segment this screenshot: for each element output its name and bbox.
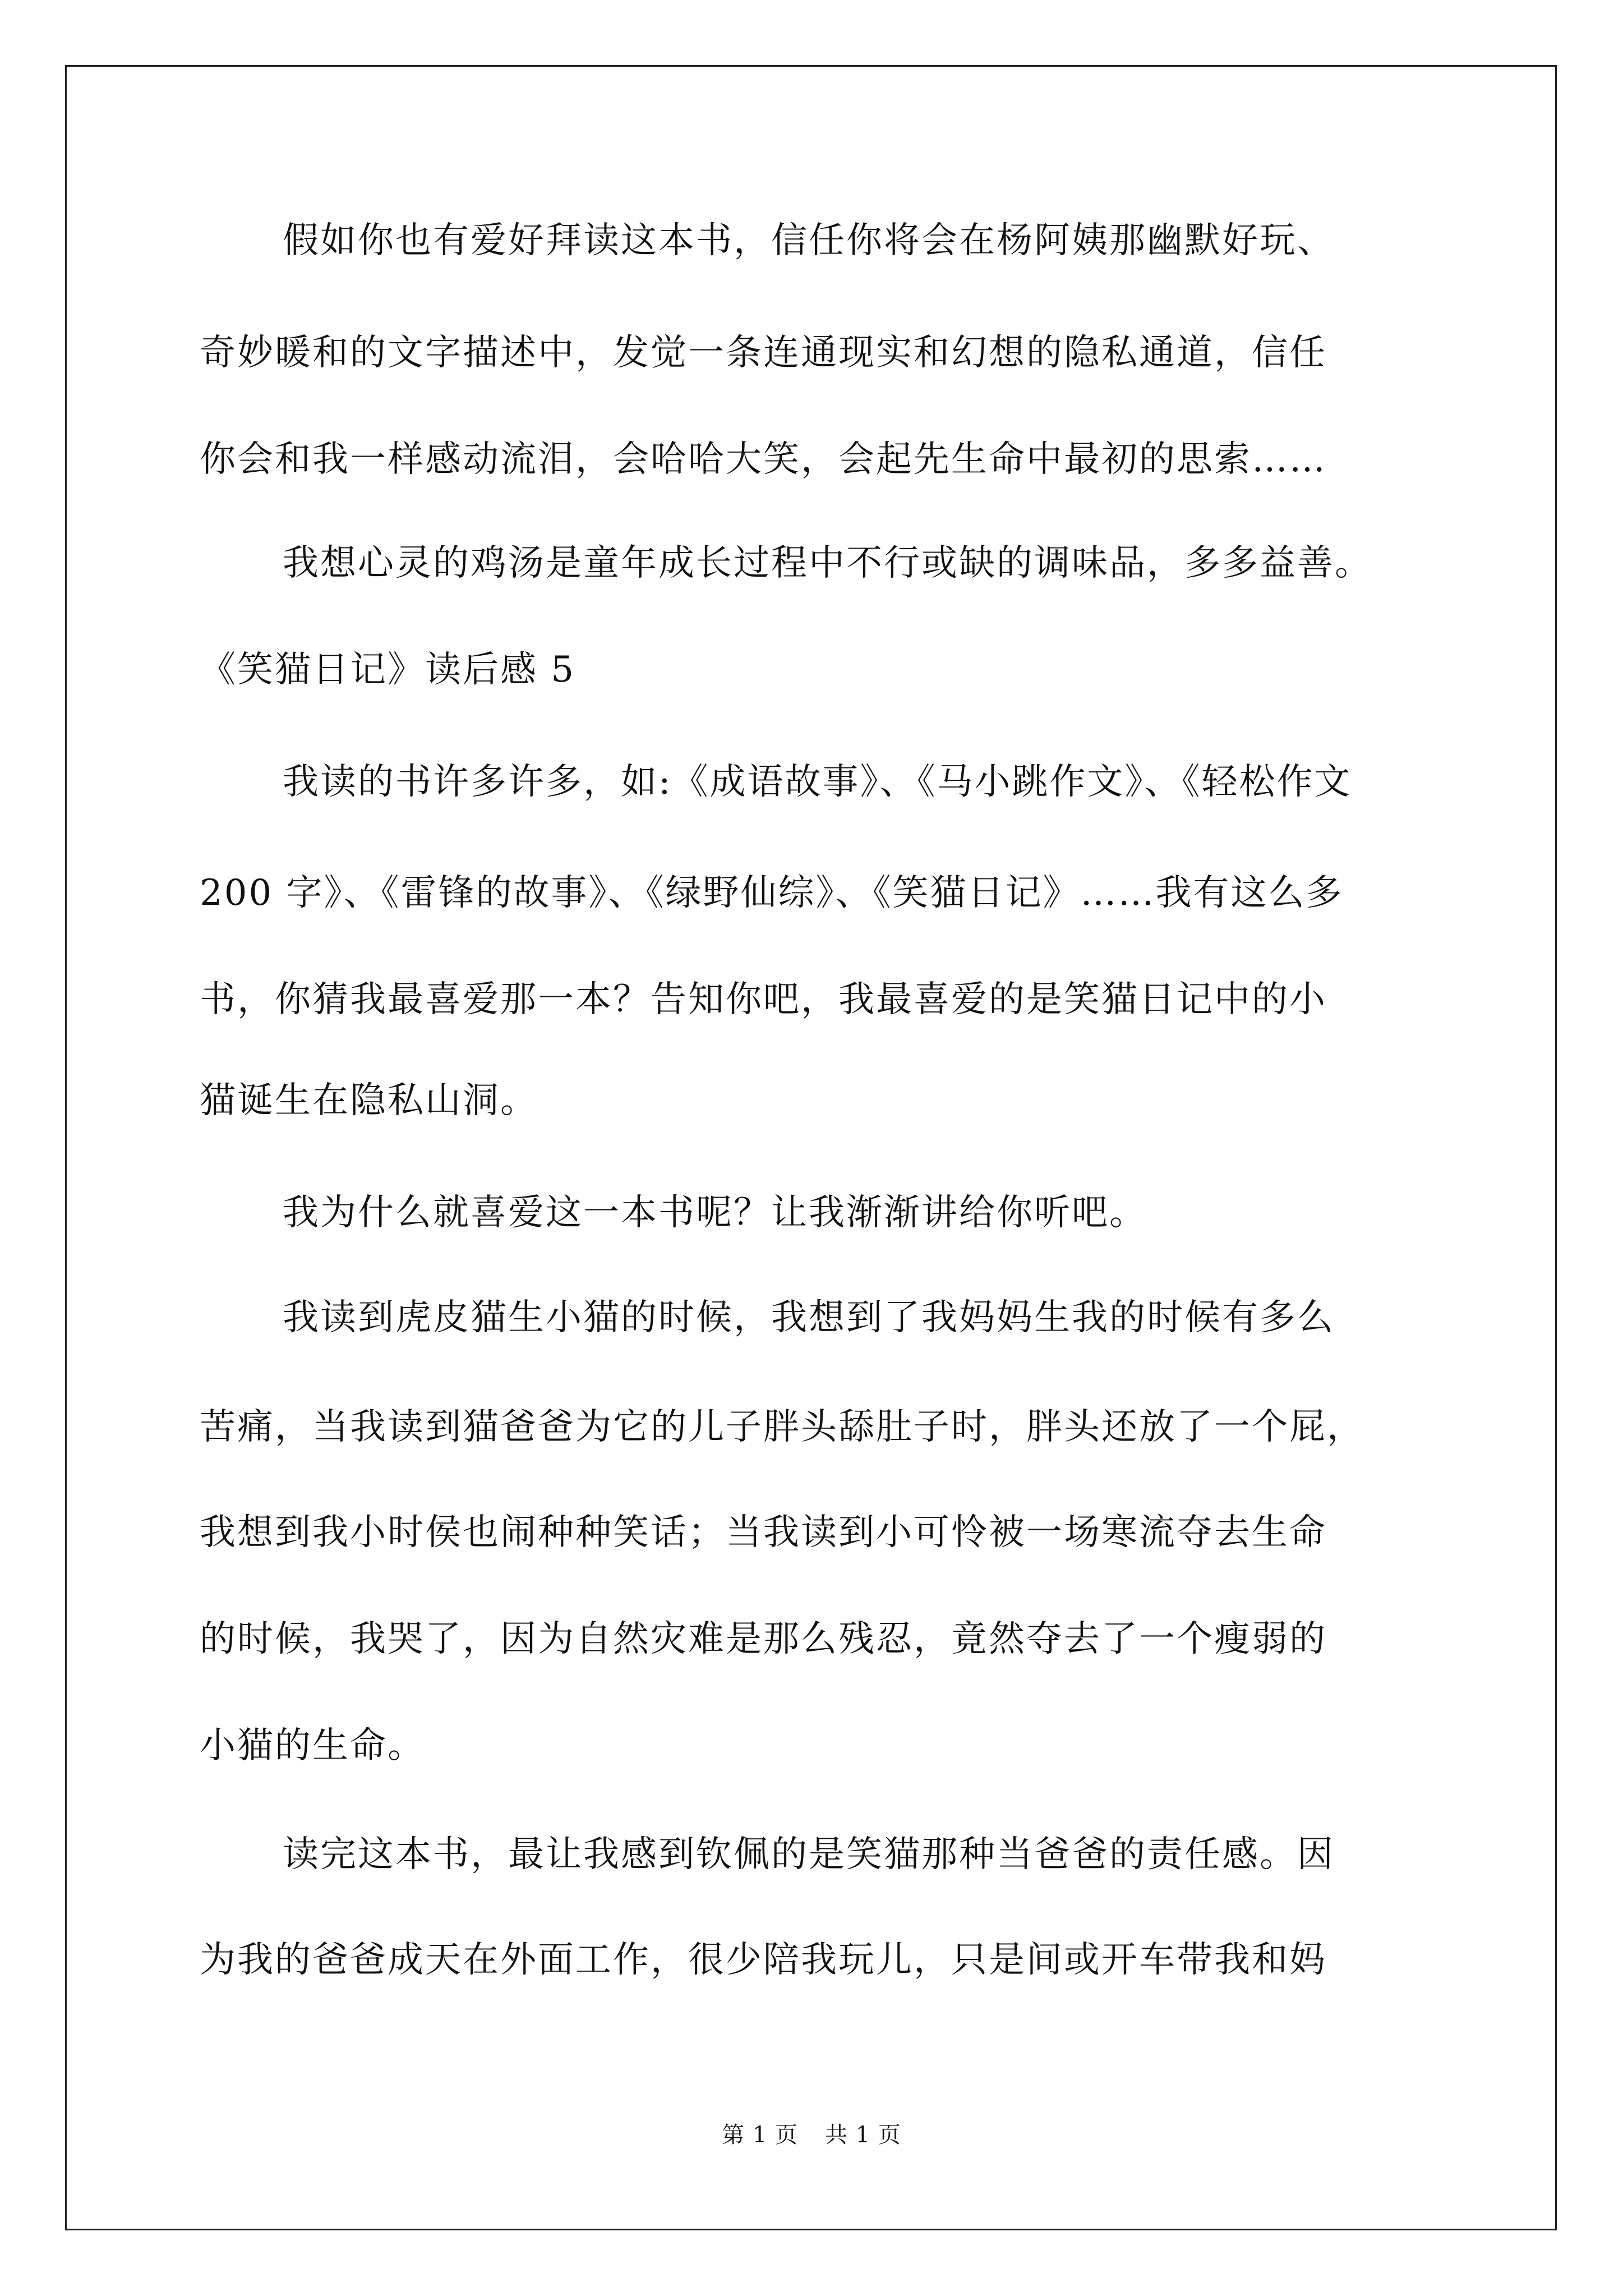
line-text: 我想心灵的鸡汤是童年成长过程中不行或缺的调味品，多多益善。: [283, 542, 1372, 584]
document-line: [200, 868, 1433, 918]
document-line: [200, 975, 1433, 1024]
page-border: [65, 65, 1557, 2230]
line-text: 你会和我一样感动流泪，会哈哈大笑，会起先生命中最初的思索……: [200, 439, 1327, 480]
line-text: 假如你也有爱好拜读这本书，信任你将会在杨阿姨那幽默好玩、: [283, 220, 1335, 261]
document-line: [200, 1076, 1433, 1125]
line-text: 猫诞生在隐私山洞。: [200, 1080, 538, 1121]
line-text: 我想到我小时侯也闹种种笑话；当我读到小可怜被一场寒流夺去生命: [200, 1512, 1327, 1553]
document-line: [200, 1830, 1433, 1879]
line-text: 我读的书许多许多，如:《成语故事》、《马小跳作文》、《轻松作文: [283, 761, 1352, 803]
line-text: 为我的爸爸成天在外面工作，很少陪我玩儿，只是间或开车带我和妈: [200, 1939, 1327, 1981]
document-line: [200, 435, 1433, 484]
line-text: 小猫的生命。: [200, 1725, 425, 1766]
page-total: 共 1 页: [825, 2122, 901, 2148]
document-line: [200, 216, 1433, 265]
document-line: [200, 1508, 1433, 1557]
page-footer: [0, 2119, 1623, 2151]
line-text: 读完这本书，最让我感到钦佩的是笑猫那种当爸爸的责任感。因: [283, 1834, 1335, 1875]
line-text: 苦痛，当我读到猫爸爸为它的儿子胖头舔肚子时，胖头还放了一个屁，: [200, 1406, 1364, 1448]
line-text: 我为什么就喜爱这一本书呢？让我渐渐讲给你听吧。: [283, 1192, 1147, 1234]
line-text: 书，你猜我最喜爱那一本？告知你吧，我最喜爱的是笑猫日记中的小: [200, 979, 1327, 1020]
document-line: [200, 1293, 1433, 1342]
document-line: [200, 757, 1433, 807]
line-text: 的时候，我哭了，因为自然灾难是那么残忍，竟然夺去了一个瘦弱的: [200, 1618, 1327, 1660]
document-line: [200, 1721, 1433, 1770]
page-number: 第 1 页: [722, 2122, 798, 2148]
document-line: [200, 1402, 1433, 1452]
line-text: 我读到虎皮猫生小猫的时候，我想到了我妈妈生我的时候有多么: [283, 1297, 1335, 1338]
heading-text: 《笑猫日记》读后感 5: [200, 649, 576, 691]
line-text: 200 字》、《雷锋的故事》、《绿野仙综》、《笑猫日记》……我有这么多: [200, 872, 1344, 914]
document-line: [200, 539, 1433, 588]
document-line: [200, 328, 1433, 378]
line-text: 奇妙暖和的文字描述中，发觉一条连通现实和幻想的隐私通道，信任: [200, 332, 1327, 374]
document-line: [200, 1935, 1433, 1985]
document-line: [200, 1614, 1433, 1664]
document-line: [200, 1188, 1433, 1237]
section-heading: [200, 645, 1433, 694]
